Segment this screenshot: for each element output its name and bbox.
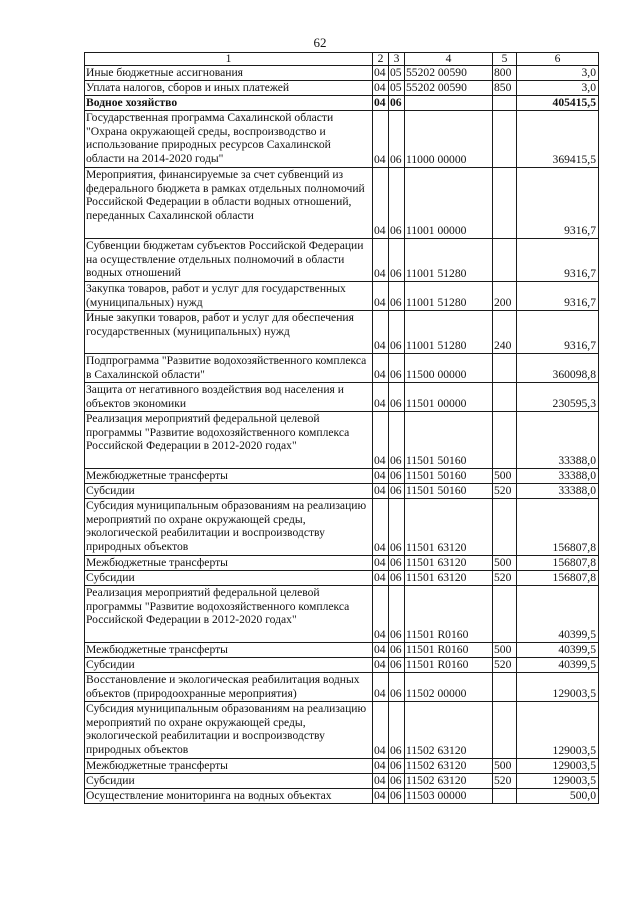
row-code: 11501 63120 (405, 499, 493, 556)
row-code: 04 (373, 586, 389, 643)
row-amount: 9316,7 (517, 311, 599, 354)
row-name: Межбюджетные трансферты (85, 469, 373, 484)
row-code: 11502 00000 (405, 673, 493, 702)
row-code: 11501 R0160 (405, 586, 493, 643)
row-amount: 9316,7 (517, 168, 599, 239)
table-row (85, 81, 599, 96)
row-code: 06 (389, 789, 405, 804)
row-code: 04 (373, 643, 389, 658)
row-code: 11001 00000 (405, 168, 493, 239)
row-amount: 156807,8 (517, 499, 599, 556)
column-header: 1 (85, 53, 373, 66)
row-code: 200 (493, 282, 517, 311)
row-code: 11501 63120 (405, 571, 493, 586)
row-name: Межбюджетные трансферты (85, 556, 373, 571)
row-code: 06 (389, 168, 405, 239)
row-name: Субсидии (85, 571, 373, 586)
row-code: 520 (493, 571, 517, 586)
row-code: 04 (373, 282, 389, 311)
row-code: 04 (373, 702, 389, 759)
row-code: 11001 51280 (405, 282, 493, 311)
row-amount: 33388,0 (517, 484, 599, 499)
row-code: 04 (373, 556, 389, 571)
row-code: 06 (389, 311, 405, 354)
column-header: 5 (493, 53, 517, 66)
row-code: 11501 50160 (405, 469, 493, 484)
row-code: 04 (373, 774, 389, 789)
row-code: 04 (373, 484, 389, 499)
table-row (85, 789, 599, 804)
row-code: 04 (373, 412, 389, 469)
row-code: 11500 00000 (405, 354, 493, 383)
row-code: 500 (493, 556, 517, 571)
row-code: 06 (389, 484, 405, 499)
row-code: 04 (373, 81, 389, 96)
row-code: 11001 51280 (405, 311, 493, 354)
row-code: 06 (389, 556, 405, 571)
row-amount: 129003,5 (517, 759, 599, 774)
table-row (85, 586, 599, 643)
row-amount: 129003,5 (517, 702, 599, 759)
row-code: 05 (389, 66, 405, 81)
column-header: 6 (517, 53, 599, 66)
row-code: 55202 00590 (405, 66, 493, 81)
row-code: 11001 51280 (405, 239, 493, 282)
row-name: Иные бюджетные ассигнования (85, 66, 373, 81)
row-code: 04 (373, 789, 389, 804)
column-header: 3 (389, 53, 405, 66)
table-row (85, 239, 599, 282)
table-row (85, 354, 599, 383)
table-row (85, 168, 599, 239)
row-name: Межбюджетные трансферты (85, 759, 373, 774)
row-code: 04 (373, 673, 389, 702)
row-code: 06 (389, 586, 405, 643)
row-amount: 129003,5 (517, 673, 599, 702)
table-row (85, 658, 599, 673)
row-code (493, 383, 517, 412)
row-code (493, 412, 517, 469)
row-name: Осуществление мониторинга на водных объектах (85, 789, 373, 804)
row-code: 500 (493, 643, 517, 658)
row-code (493, 354, 517, 383)
row-code: 06 (389, 412, 405, 469)
row-code: 05 (389, 81, 405, 96)
row-amount: 33388,0 (517, 412, 599, 469)
row-name: Подпрограмма "Развитие водохозяйственного комплекса в Сахалинской области" (85, 354, 373, 383)
row-name: Субсидия муниципальным образованиям на реализацию мероприятий по охране окружающей среды, экологической реабилитации и воспроизводству природных объектов (85, 499, 373, 556)
column-header: 4 (405, 53, 493, 66)
row-code: 11501 50160 (405, 484, 493, 499)
row-code (405, 96, 493, 111)
row-code: 04 (373, 571, 389, 586)
row-name: Субсидии (85, 484, 373, 499)
row-code: 06 (389, 759, 405, 774)
row-code: 04 (373, 383, 389, 412)
table-row (85, 499, 599, 556)
row-code: 06 (389, 239, 405, 282)
row-name: Закупка товаров, работ и услуг для государственных (муниципальных) нужд (85, 282, 373, 311)
row-code: 04 (373, 168, 389, 239)
row-amount: 40399,5 (517, 658, 599, 673)
row-code: 06 (389, 499, 405, 556)
row-code (493, 239, 517, 282)
row-amount: 129003,5 (517, 774, 599, 789)
row-code: 06 (389, 111, 405, 168)
row-code: 500 (493, 759, 517, 774)
row-amount: 3,0 (517, 81, 599, 96)
row-amount: 405415,5 (517, 96, 599, 111)
row-code: 06 (389, 571, 405, 586)
row-code: 55202 00590 (405, 81, 493, 96)
table-row (85, 111, 599, 168)
row-code: 520 (493, 484, 517, 499)
row-code: 06 (389, 658, 405, 673)
table-row (85, 469, 599, 484)
row-name: Субсидии (85, 658, 373, 673)
row-amount: 369415,5 (517, 111, 599, 168)
row-name: Межбюджетные трансферты (85, 643, 373, 658)
table-row (85, 759, 599, 774)
row-code (493, 499, 517, 556)
row-code: 04 (373, 239, 389, 282)
table-row (85, 96, 599, 111)
row-code: 11501 50160 (405, 412, 493, 469)
row-code (493, 789, 517, 804)
table-row (85, 643, 599, 658)
table-row (85, 66, 599, 81)
row-code: 11502 63120 (405, 702, 493, 759)
row-name: Реализация мероприятий федеральной целевой программы "Развитие водохозяйственного комплекса Российской Федерации в 2012-2020 годах" (85, 412, 373, 469)
row-code: 06 (389, 643, 405, 658)
row-code: 850 (493, 81, 517, 96)
row-amount: 3,0 (517, 66, 599, 81)
table-row (85, 383, 599, 412)
row-name: Государственная программа Сахалинской области "Охрана окружающей среды, воспроизводство и использование природных ресурсов Сахалинской области на 2014-2020 годы" (85, 111, 373, 168)
table-row (85, 311, 599, 354)
row-code: 06 (389, 383, 405, 412)
table-row (85, 556, 599, 571)
row-amount: 40399,5 (517, 586, 599, 643)
row-name: Субвенции бюджетам субъектов Российской Федерации на осуществление отдельных полномочий в области водных отношений (85, 239, 373, 282)
table-header-row (85, 53, 599, 66)
row-name: Уплата налогов, сборов и иных платежей (85, 81, 373, 96)
row-code (493, 96, 517, 111)
row-code: 04 (373, 311, 389, 354)
row-code: 11503 00000 (405, 789, 493, 804)
row-name: Субсидии (85, 774, 373, 789)
row-code: 11501 00000 (405, 383, 493, 412)
row-amount: 33388,0 (517, 469, 599, 484)
row-code: 04 (373, 96, 389, 111)
row-code (493, 586, 517, 643)
table-row (85, 282, 599, 311)
row-amount: 9316,7 (517, 239, 599, 282)
table-row (85, 484, 599, 499)
row-code: 11501 R0160 (405, 658, 493, 673)
row-amount: 500,0 (517, 789, 599, 804)
row-code: 520 (493, 774, 517, 789)
row-name: Реализация мероприятий федеральной целевой программы "Развитие водохозяйственного комплекса Российской Федерации в 2012-2020 годах" (85, 586, 373, 643)
row-code: 11501 63120 (405, 556, 493, 571)
row-amount: 156807,8 (517, 556, 599, 571)
row-name: Субсидия муниципальным образованиям на реализацию мероприятий по охране окружающей среды, экологической реабилитации и воспроизводству природных объектов (85, 702, 373, 759)
row-code: 04 (373, 354, 389, 383)
row-code (493, 111, 517, 168)
row-code: 04 (373, 759, 389, 774)
row-code: 520 (493, 658, 517, 673)
row-amount: 40399,5 (517, 643, 599, 658)
table-row (85, 412, 599, 469)
row-code: 04 (373, 469, 389, 484)
row-amount: 360098,8 (517, 354, 599, 383)
row-amount: 230595,3 (517, 383, 599, 412)
row-code: 500 (493, 469, 517, 484)
table-row (85, 774, 599, 789)
page-number: 62 (313, 35, 327, 50)
row-code: 04 (373, 658, 389, 673)
budget-table (84, 52, 599, 804)
row-code: 06 (389, 96, 405, 111)
row-code: 04 (373, 499, 389, 556)
row-code: 240 (493, 311, 517, 354)
row-code: 04 (373, 66, 389, 81)
row-amount: 9316,7 (517, 282, 599, 311)
row-code (493, 702, 517, 759)
table-row (85, 571, 599, 586)
column-header: 2 (373, 53, 389, 66)
row-amount: 156807,8 (517, 571, 599, 586)
row-code: 06 (389, 469, 405, 484)
row-code: 06 (389, 702, 405, 759)
table-row (85, 673, 599, 702)
row-code: 06 (389, 774, 405, 789)
row-code: 06 (389, 673, 405, 702)
row-code: 04 (373, 111, 389, 168)
row-code: 11502 63120 (405, 759, 493, 774)
table-row (85, 702, 599, 759)
row-code (493, 168, 517, 239)
row-name: Водное хозяйство (85, 96, 373, 111)
row-code: 11502 63120 (405, 774, 493, 789)
row-code: 06 (389, 354, 405, 383)
row-code: 06 (389, 282, 405, 311)
row-name: Защита от негативного воздействия вод населения и объектов экономики (85, 383, 373, 412)
row-name: Мероприятия, финансируемые за счет субвенций из федерального бюджета в рамках отдельных полномочий Российской Федерации в области водных отношений, переданных Сахалинской области (85, 168, 373, 239)
row-code: 800 (493, 66, 517, 81)
row-code: 11501 R0160 (405, 643, 493, 658)
row-name: Иные закупки товаров, работ и услуг для обеспечения государственных (муниципальных) нужд (85, 311, 373, 354)
row-code (493, 673, 517, 702)
row-name: Восстановление и экологическая реабилитация водных объектов (природоохранные мероприятия) (85, 673, 373, 702)
row-code: 11000 00000 (405, 111, 493, 168)
